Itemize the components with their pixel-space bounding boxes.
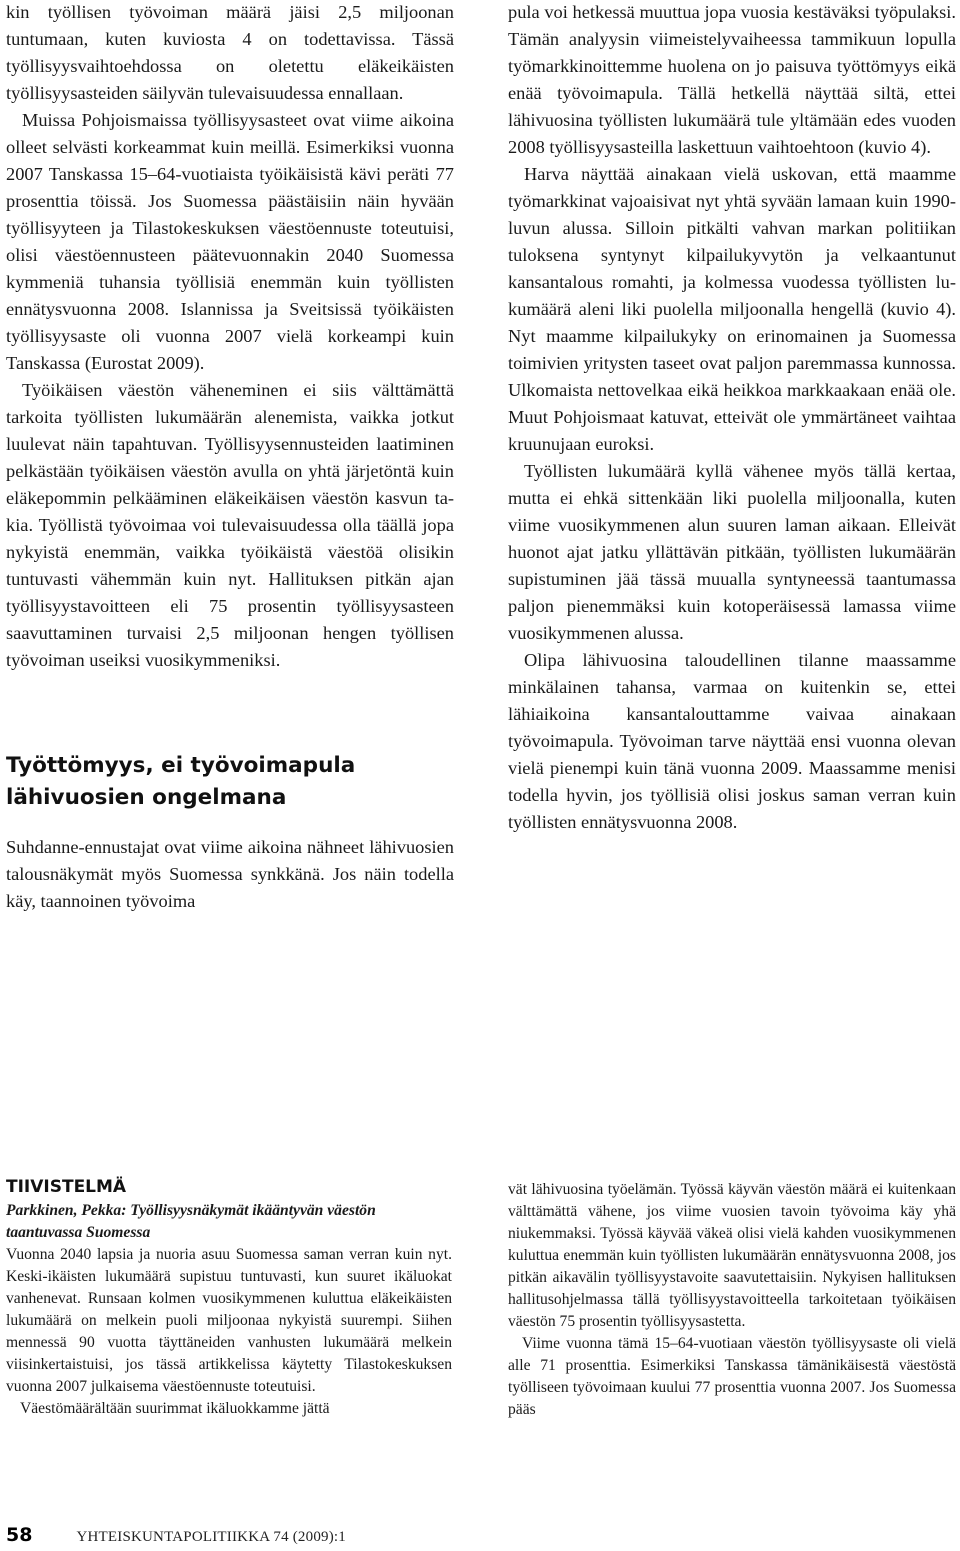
summary-paragraph: Viime vuonna tämä 15–64-vuotiaan väestön työllisyysaste oli vielä alle 71 prosenttia. Esimerkiksi Tanskassa tämänikäisestä väestöstä työlliseen työvoimaan kuului 77 prosenttia vuonna 2007. Jos Suomessa pääs (508, 1335, 956, 1418)
body-paragraph: Suhdanne-ennustajat ovat viime aikoina nähneet lähivuosien talousnäkymät myös Suomessa synkkänä. Jos näin todella käy, taannoinen työvoima (6, 837, 454, 911)
summary-left-column (6, 1176, 452, 1420)
summary-heading: TIIVISTELMÄ (6, 1177, 127, 1197)
page-footer (6, 1524, 346, 1548)
body-paragraph: Harva näyttää ainakaan vielä uskovan, että maamme työmarkkinat vajoaisivat nyt yhtä syvään lamaan kuin 1990-luvun alussa. Silloin pitkälti vahvan markan politiikan tuloksena syntynyt kilpailukyvytön ja velkaantunut kansantalous romahti, ja kolmessa vuodessa työllisten lukumäärä aleni liki puolella miljoonalla hengellä (kuvio 4). Nyt maamme kilpailukyky on erinomainen ja Suomessa toimivien yritysten taseet ovat paljon paremmassa kunnossa. Ulkomaista nettovelkaa eikä heikkoa markkaakaan enää ole. Muut Pohjoismaat katuvat, etteivät ole ymmärtäneet vaihtaa kruunujaan euroksi. (508, 164, 956, 454)
journal-name: YHTEISKUNTAPOLITIIKKA 74 (2009):1 (76, 1529, 346, 1545)
body-paragraph: pula voi hetkessä muuttua jopa vuosia kestäväksi työpulaksi. Tämän analyysin viimeistelyvaiheessa tammikuun lopulla työmarkkinoittemme huolena on jo paisuva työttömyys eikä enää työvoimapula. Tällä hetkellä näyttää siltä, ettei lähivuosina työllisten lukumäärä tule yltämään edes vuoden 2008 työllisyysasteilla laskettuun vaihtoehtoon (kuvio 4). (508, 2, 956, 157)
summary-subheading: Parkkinen, Pekka: Työllisyysnäkymät ikääntyvän väestön taantuvassa Suomessa (6, 1202, 376, 1241)
page-number: 58 (6, 1524, 33, 1546)
summary-paragraph: Vuonna 2040 lapsia ja nuoria asuu Suomessa saman verran kuin nyt. Keski-ikäisten lukumäärä supistuu tuntuvasti, kun suuret ikäluokat vanhenevat. Runsaan kolmen vuosikymmenen kuluttua eläkeikäisten lukumäärä on melkein puoli miljoonaa nykyistä suurempi. Siihen mennessä 90 vuotta täyttäneiden vanhusten lukumäärä melkein viisinkertaistuisi, jos tässä artikkelissa käytetty Tilastokeskuksen vuonna 2007 julkaisema väestöennuste toteutuisi. (6, 1246, 452, 1395)
body-paragraph: Työikäisen väestön väheneminen ei siis välttämättä tarkoita työllisten lukumäärän alenemista, vaikka jotkut luulevat näin tapahtuvan. Työllisyysennusteiden laatiminen pelkästään työikäisen väestön avulla on yhtä järjetöntä kuin eläkepommin pelkääminen eläkeikäisen väestön kasvun takia. Työllistä työvoimaa voi tulevaisuudessa olla täällä jopa nykyistä enemmän, vaikka työikäistä väestöä olisikin tuntuvasti vähemmän kuin nyt. Hallituksen pitkän ajan työllisyystavoitteen eli 75 prosentin työllisyysasteen saavuttaminen turvaisi 2,5 miljoonan hengen työllisen työvoiman useiksi vuosikymmeniksi. (6, 380, 454, 670)
body-paragraph: Olipa lähivuosina taloudellinen tilanne maassamme minkälainen tahansa, varmaa on kuitenkin se, ettei lähiaikoina kansantalouttamme vaivaa ainakaan työvoimapula. Työvoiman tarve näyttää ensi vuonna olevan vielä pienempi kuin tänä vuonna 2009. Maassamme menisi todella hyvin, jos työllisiä olisi joskus saman verran kuin työllisten ennätysvuonna 2008. (508, 650, 956, 832)
right-column (508, 0, 956, 836)
body-paragraph: Muissa Pohjoismaissa työllisyysasteet ovat viime aikoina olleet selvästi korkeammat kuin meillä. Esimerkiksi vuonna 2007 Tanskassa 15–64-vuotiaista työikäisistä kävi peräti 77 prosenttia töissä. Jos Suomessa päästäisiin näin hyvään työllisyyteen ja Tilastokeskuksen väestöennuste toteutuisi, olisi väestöennusteen päätevuonnakin 2040 Suomessa kymmeniä tuhansia työllisiä enemmän kuin työllisten ennätysvuonna 2008. Islannissa ja Sveitsissä työikäisten työllisyysaste oli vuonna 2007 vielä korkeampi kuin Tanskassa (Eurostat 2009). (6, 110, 454, 373)
body-paragraph: kin työllisen työvoiman määrä jäisi 2,5 miljoonan tuntumaan, kuten kuviosta 4 on todettavissa. Tässä työllisyysvaihtoehdossa on oletettu eläkeikäisten työllisyysasteiden säilyvän tulevaisuudessa ennallaan. (6, 2, 454, 103)
left-column (6, 0, 454, 915)
section-heading: Työttömyys, ei työvoimapula lähivuosien ongelmana (6, 753, 356, 810)
summary-right-column (508, 1179, 956, 1421)
body-paragraph: Työllisten lukumäärä kyllä vähenee myös tällä kertaa, mutta ei ehkä sittenkään liki puolella miljoonalla, kuten viime vuosikymmenen alun suuren laman aikaan. Elleivät huonot ajat jatku yllättävän pitkään, työllisten lukumäärän supistuminen jää tässä muualla syntyneessä taantumassa paljon pienemmäksi kuin kotoperäisessä lamassa viime vuosikymmenen alussa. (508, 461, 956, 643)
summary-paragraph: Väestömäärältään suurimmat ikäluokkamme jättä (20, 1400, 330, 1417)
summary-paragraph: vät lähivuosina työelämän. Työssä käyvän väestön määrä ei kuitenkaan välttämättä vähene, jos viime vuosien tavoin työvoima käy yhä niukemmaksi. Työssä käyvää väkeä olisi vielä kahden vuosikymmenen kuluttua enemmän kuin työllisten lukumäärän ennätysvuonna 2008, jos pitkän aikavälin työllisyystavoite saavutettaisiin. Nykyisen hallituksen hallitusohjelmassa tällä työllisyystavoitteella tarkoitetaan työikäisen väestön 75 prosentin työllisyysastetta. (508, 1181, 956, 1330)
